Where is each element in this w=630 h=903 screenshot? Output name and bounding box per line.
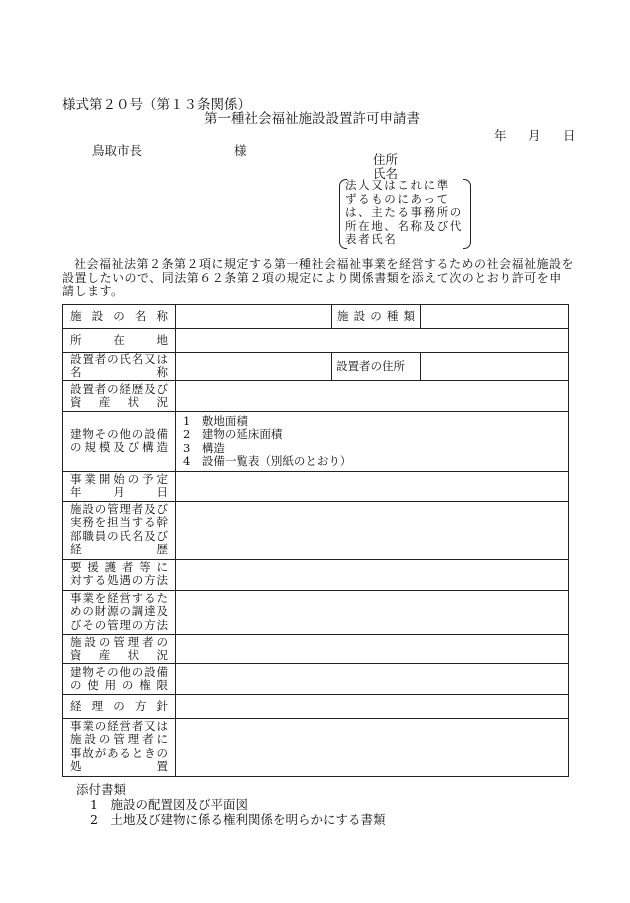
facility-type-value[interactable] (421, 305, 568, 328)
label-building-scale: 建物その他の設備 の規模及び構造 (70, 427, 168, 455)
label-accident: 事業の経営者又は 施設の管理者に 事故があるときの 処置 (70, 719, 168, 774)
corporate-note: 法人又はこれに準 ずるものにあって は、主たる事務所の 所在地、名称及び代 表者氏名 (345, 178, 463, 247)
usage-rights-value[interactable] (176, 664, 568, 694)
founder-history-value[interactable] (176, 381, 568, 411)
label-accounting: 経理の方針 (70, 699, 168, 713)
label-location: 所在地 (70, 333, 168, 347)
date-day: 日 (563, 128, 576, 143)
funding-value[interactable] (176, 591, 568, 634)
label-usage-rights: 建物その他の設備 の使用の権限 (70, 665, 168, 693)
label-treatment: 要援護者等に 対する処遇の方法 (70, 560, 168, 588)
address-label: 住所 (373, 152, 399, 167)
label-founder-history: 設置者の経歴及び 資産状況 (70, 382, 168, 410)
manager-assets-value[interactable] (176, 635, 568, 663)
corporate-note-bracket (339, 179, 471, 249)
building-item: 2 建物の延床面積 (183, 427, 283, 442)
label-start-date: 事業開始の予定 年月日 (70, 472, 168, 500)
application-form-table (62, 304, 569, 777)
location-value[interactable] (176, 329, 568, 352)
body-text: 社会福祉法第２条第２項に規定する第一種社会福祉事業を経営するための社会福祉施設を設置したいので、同法第６２条第２項の規定により関係書類を添えて次のとおり許可を申請します。 (62, 257, 575, 299)
start-date-value[interactable] (176, 472, 568, 501)
attachment-item: 1 施設の配置図及び平面図 (90, 797, 248, 812)
building-item: 4 設備一覧表（別紙のとおり） (183, 454, 352, 469)
building-items-list (183, 415, 563, 469)
treatment-value[interactable] (176, 560, 568, 590)
building-item: 1 敷地面積 (183, 414, 248, 428)
accounting-value[interactable] (176, 695, 568, 718)
name-label: 氏名 (373, 166, 399, 181)
page-title: 第一種社会福祉施設設置許可申請書 (204, 111, 420, 127)
label-managers: 施設の管理者及び 実務を担当する幹 部職員の氏名及び 経歴 (70, 502, 168, 557)
facility-name-value[interactable] (176, 305, 331, 328)
attachments-heading: 添付書類 (76, 782, 127, 797)
founder-name-value[interactable] (176, 353, 331, 380)
building-item: 3 構造 (183, 440, 225, 455)
label-founder-name: 設置者の氏名又は 名称 (70, 352, 168, 380)
label-facility-type: 施設の種類 (337, 309, 415, 323)
date-year: 年 (494, 128, 507, 143)
label-founder-address: 設置者の住所 (336, 359, 405, 373)
founder-address-value[interactable] (421, 353, 568, 380)
managers-value[interactable] (176, 502, 568, 559)
form-number: 様式第２０号（第１３条関係） (62, 97, 251, 113)
label-funding: 事業を経営するた めの財源の調達及 びその管理の方法 (70, 591, 168, 632)
date-month: 月 (528, 128, 541, 143)
label-manager-assets: 施設の管理者の 資産状況 (70, 635, 168, 663)
label-facility-name: 施設の名称 (70, 309, 168, 323)
accident-value[interactable] (176, 719, 568, 776)
honorific: 様 (234, 143, 247, 158)
attachment-item: 2 土地及び建物に係る権利関係を明らかにする書類 (90, 812, 386, 827)
addressee: 鳥取市長 (92, 143, 143, 158)
